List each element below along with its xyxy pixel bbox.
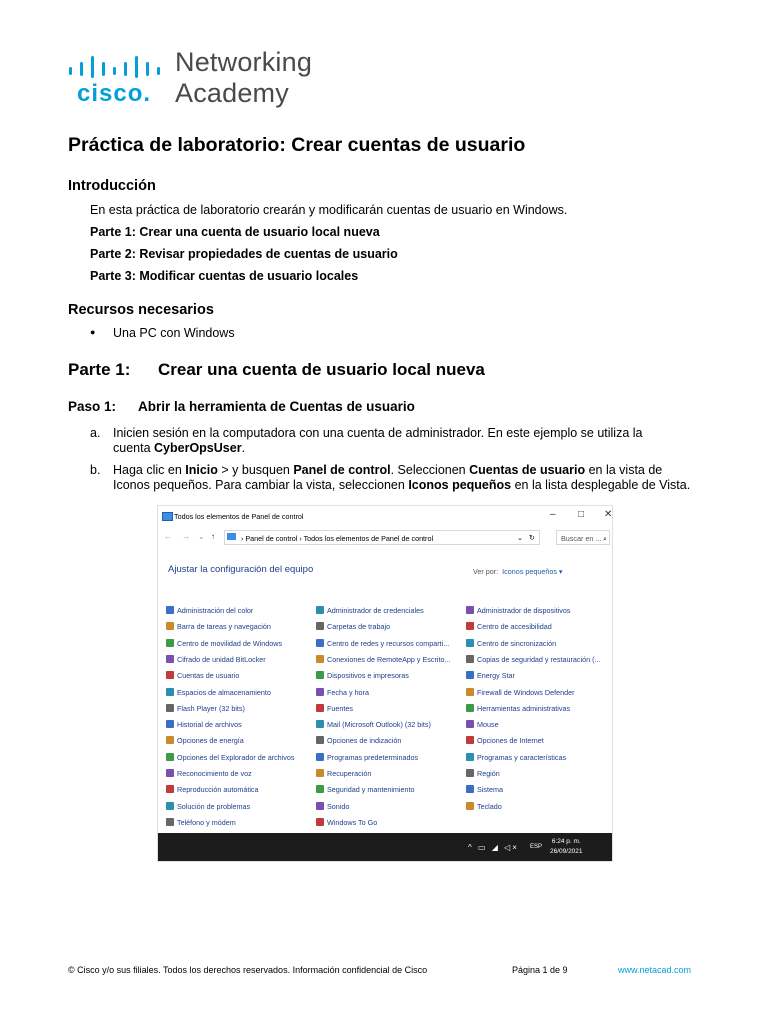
control-panel-item-icon — [466, 736, 474, 744]
part-1-heading: Parte 1: Crear una cuenta de usuario local nueva — [68, 360, 485, 379]
control-panel-item-label: Mail (Microsoft Outlook) (32 bits) — [327, 720, 431, 730]
control-panel-item-icon — [316, 802, 324, 810]
control-panel-item-label: Seguridad y mantenimiento — [327, 785, 415, 795]
control-panel-item-icon — [466, 671, 474, 679]
close-icon[interactable]: ✕ — [604, 509, 613, 520]
control-panel-item-icon — [466, 655, 474, 663]
search-input[interactable]: Buscar en ... ⌕ — [556, 530, 610, 545]
window-title: Todos los elementos de Panel de control — [174, 512, 304, 521]
control-panel-item-icon — [316, 753, 324, 761]
control-panel-item-icon — [166, 802, 174, 810]
control-panel-item[interactable] — [166, 688, 271, 702]
control-panel-item-label: Flash Player (32 bits) — [177, 703, 245, 713]
control-panel-item[interactable] — [466, 736, 544, 750]
control-panel-item-icon — [166, 639, 174, 647]
control-panel-item-icon — [466, 704, 474, 712]
control-panel-item-label: Teléfono y módem — [177, 817, 236, 827]
chevron-down-icon[interactable]: ⌄ — [198, 532, 205, 541]
cisco-networking-academy-logo — [68, 47, 328, 112]
control-panel-item-icon — [466, 769, 474, 777]
control-panel-item-label: Programas y características — [477, 752, 567, 762]
control-panel-item-label: Opciones de indización — [327, 736, 402, 746]
control-panel-icon — [162, 512, 173, 521]
control-panel-item-icon — [166, 769, 174, 777]
control-panel-item-icon — [316, 655, 324, 663]
control-panel-item[interactable] — [166, 769, 252, 783]
control-panel-item[interactable] — [466, 622, 552, 636]
control-panel-item-icon — [166, 704, 174, 712]
control-panel-item-icon — [466, 785, 474, 793]
control-panel-item-label: Herramientas administrativas — [477, 703, 571, 713]
maximize-icon[interactable]: □ — [578, 509, 585, 520]
control-panel-item-icon — [316, 704, 324, 712]
control-panel-item-icon — [316, 671, 324, 679]
control-panel-item-icon — [316, 606, 324, 614]
control-panel-item[interactable] — [466, 704, 570, 718]
control-panel-item-icon — [316, 622, 324, 630]
cisco-bars-icon — [68, 54, 163, 80]
control-panel-item-icon — [316, 769, 324, 777]
control-panel-item[interactable] — [166, 753, 294, 767]
up-arrow-icon[interactable]: ↑ — [211, 532, 215, 541]
control-panel-item-icon — [166, 753, 174, 761]
control-panel-item[interactable] — [316, 769, 371, 783]
refresh-icon[interactable]: ↻ — [528, 533, 535, 542]
search-icon: ⌕ — [602, 534, 607, 543]
control-panel-item-label: Centro de redes y recursos comparti... — [327, 638, 450, 648]
control-panel-item[interactable] — [166, 655, 266, 669]
control-panel-item-icon — [466, 720, 474, 728]
control-panel-item-label: Recuperación — [327, 769, 372, 778]
intro-text: En esta práctica de laboratorio crearán y modificarán cuentas de usuario en Windows. — [90, 203, 568, 217]
intro-heading: Introducción — [68, 178, 156, 194]
step-a: a. Inicien sesión en la computadora con una cuenta de administrador. En este ejemplo se utiliza la cuenta CyberOpsUser. — [90, 426, 643, 455]
control-panel-item-label: Programas predeterminados — [327, 752, 419, 762]
bullet-icon: ● — [90, 327, 96, 337]
control-panel-item-label: Administración del color — [177, 606, 254, 615]
control-panel-item-icon — [166, 785, 174, 793]
control-panel-screenshot — [157, 505, 613, 862]
resource-item: ● Una PC con Windows — [90, 326, 235, 340]
control-panel-item-icon — [166, 622, 174, 630]
control-panel-item-icon — [316, 688, 324, 696]
control-panel-item-label: Centro de accesibilidad — [477, 622, 552, 632]
control-panel-item-icon — [166, 655, 174, 663]
control-panel-item-icon — [316, 785, 324, 793]
control-panel-item-label: Carpetas de trabajo — [327, 622, 391, 632]
control-panel-item-label: Administrador de dispositivos — [477, 606, 571, 615]
control-panel-item[interactable] — [316, 671, 409, 685]
view-by-selector[interactable]: Ver por: Iconos pequeños ▾ — [473, 567, 563, 576]
chevron-down-icon[interactable]: ⌄ — [516, 533, 523, 542]
control-panel-item-icon — [466, 688, 474, 696]
control-panel-item[interactable] — [316, 818, 377, 832]
control-panel-item-label: Copias de seguridad y restauración (... — [477, 654, 601, 664]
control-panel-item-label: Energy Star — [477, 671, 515, 681]
control-panel-item[interactable] — [316, 802, 349, 816]
control-panel-item[interactable] — [466, 688, 574, 702]
footer-link[interactable]: www.netacad.com — [618, 965, 692, 975]
control-panel-item[interactable] — [166, 785, 259, 799]
minimize-icon[interactable]: – — [550, 509, 556, 520]
control-panel-item-icon — [316, 818, 324, 826]
control-panel-item-label: Mouse — [477, 720, 499, 730]
control-panel-item[interactable] — [166, 704, 245, 718]
back-arrow-icon[interactable]: ← — [164, 532, 172, 541]
control-panel-item[interactable] — [466, 639, 556, 653]
control-panel-item[interactable] — [316, 639, 449, 653]
control-panel-item[interactable] — [316, 622, 390, 636]
control-panel-item-icon — [166, 671, 174, 679]
control-panel-item-label: Reproducción automática — [177, 785, 259, 795]
control-panel-item-icon — [316, 720, 324, 728]
control-panel-item[interactable] — [316, 688, 369, 702]
language-indicator[interactable]: ESP — [530, 844, 543, 850]
control-panel-item-icon — [316, 639, 324, 647]
control-panel-item[interactable] — [466, 753, 566, 767]
control-panel-item[interactable] — [316, 655, 450, 669]
resources-heading: Recursos necesarios — [68, 302, 214, 318]
control-panel-item-label: Historial de archivos — [177, 720, 242, 730]
path-field[interactable]: › Panel de control › Todos los elementos de Panel de control ⌄ ↻ — [224, 530, 540, 545]
control-panel-item-label: Opciones de Internet — [477, 736, 544, 746]
control-panel-item[interactable] — [466, 802, 502, 816]
control-panel-item-label: Opciones del Explorador de archivos — [177, 752, 295, 762]
logo-line-networking: Networking — [175, 47, 313, 77]
intro-part-3: Parte 3: Modificar cuentas de usuario locales — [90, 269, 359, 283]
control-panel-item-icon — [466, 622, 474, 630]
intro-part-1: Parte 1: Crear una cuenta de usuario local nueva — [90, 225, 380, 239]
control-panel-item[interactable] — [166, 736, 244, 750]
footer-copyright: © Cisco y/o sus filiales. Todos los derechos reservados. Información confidencial de Cisco — [68, 965, 428, 975]
control-panel-item-label: Sistema — [477, 785, 503, 795]
control-panel-item-icon — [466, 753, 474, 761]
document-title: Práctica de laboratorio: Crear cuentas de usuario — [68, 134, 526, 156]
control-panel-item[interactable] — [466, 655, 600, 669]
control-panel-item-label: Cuentas de usuario — [177, 671, 240, 681]
forward-arrow-icon[interactable]: → — [182, 532, 190, 541]
control-panel-item-icon — [466, 802, 474, 810]
control-panel-item-icon — [166, 818, 174, 826]
footer-page-number: Página 1 de 9 — [512, 965, 568, 975]
control-panel-item-icon — [166, 606, 174, 614]
control-panel-item[interactable] — [316, 704, 353, 718]
control-panel-item-label: Solución de problemas — [177, 801, 251, 811]
control-panel-item[interactable] — [316, 785, 415, 799]
control-panel-item-label: Opciones de energía — [177, 736, 244, 746]
address-bar — [158, 528, 612, 546]
control-panel-item[interactable] — [166, 802, 250, 816]
control-panel-item[interactable] — [466, 720, 499, 734]
control-panel-item-icon — [166, 688, 174, 696]
control-panel-item[interactable] — [166, 639, 282, 653]
step-b: b. Haga clic en Inicio > y busquen Panel de control. Seleccionen Cuentas de usuario en la vista de Iconos pequeños. Para cambiar la vista, seleccionen Iconos pequeños en la lista desplegable de Vista. — [90, 463, 691, 492]
control-panel-item-label: Espacios de almacenamiento — [177, 687, 271, 697]
control-panel-item[interactable] — [466, 671, 515, 685]
cisco-wordmark: cisco. — [77, 80, 152, 107]
control-panel-item[interactable] — [166, 818, 236, 832]
control-panel-item[interactable] — [316, 753, 418, 767]
control-panel-item[interactable] — [466, 769, 500, 783]
control-panel-item[interactable] — [166, 720, 242, 734]
control-panel-item-icon — [466, 639, 474, 647]
control-panel-item-label: Cifrado de unidad BitLocker — [177, 654, 266, 664]
control-panel-item-icon — [166, 720, 174, 728]
control-panel-item-icon — [466, 606, 474, 614]
step-1-heading: Paso 1: Abrir la herramienta de Cuentas de usuario — [68, 399, 415, 414]
windows-taskbar — [158, 833, 612, 861]
control-panel-item-label: Conexiones de RemoteApp y Escrito... — [327, 654, 451, 664]
control-panel-item[interactable] — [466, 785, 503, 799]
control-panel-item[interactable] — [466, 606, 570, 620]
control-panel-item-label: Teclado — [477, 801, 502, 811]
control-panel-item-label: Firewall de Windows Defender — [477, 687, 575, 697]
control-panel-icon — [227, 533, 236, 540]
control-panel-item[interactable] — [316, 736, 401, 750]
system-tray-icons[interactable]: ^ ▭ ◢ ◁× — [468, 843, 519, 852]
control-panel-item[interactable] — [316, 720, 431, 734]
control-panel-item[interactable] — [166, 622, 271, 636]
control-panel-item-label: Reconocimiento de voz — [177, 769, 252, 778]
control-panel-item-label: Región — [477, 769, 500, 778]
window-titlebar — [158, 506, 612, 526]
control-panel-item-label: Fecha y hora — [327, 687, 369, 697]
control-panel-item-label: Fuentes — [327, 703, 353, 713]
control-panel-item-label: Administrador de credenciales — [327, 606, 424, 615]
control-panel-item[interactable] — [166, 671, 239, 685]
control-panel-item-icon — [166, 736, 174, 744]
control-panel-item-icon — [316, 736, 324, 744]
control-panel-item-label: Centro de sincronización — [477, 638, 557, 648]
control-panel-item[interactable] — [316, 606, 424, 620]
control-panel-item[interactable] — [166, 606, 253, 620]
control-panel-item-label: Dispositivos e impresoras — [327, 671, 409, 681]
clock[interactable]: 6:24 p. m. 26/09/2021 — [550, 838, 583, 855]
logo-line-academy: Academy — [175, 78, 289, 108]
control-panel-item-label: Sonido — [327, 801, 350, 811]
intro-part-2: Parte 2: Revisar propiedades de cuentas de usuario — [90, 247, 398, 261]
control-panel-item-label: Centro de movilidad de Windows — [177, 638, 283, 648]
control-panel-item-label: Windows To Go — [327, 817, 378, 827]
control-panel-item-label: Barra de tareas y navegación — [177, 622, 271, 632]
page-heading: Ajustar la configuración del equipo — [168, 564, 314, 575]
